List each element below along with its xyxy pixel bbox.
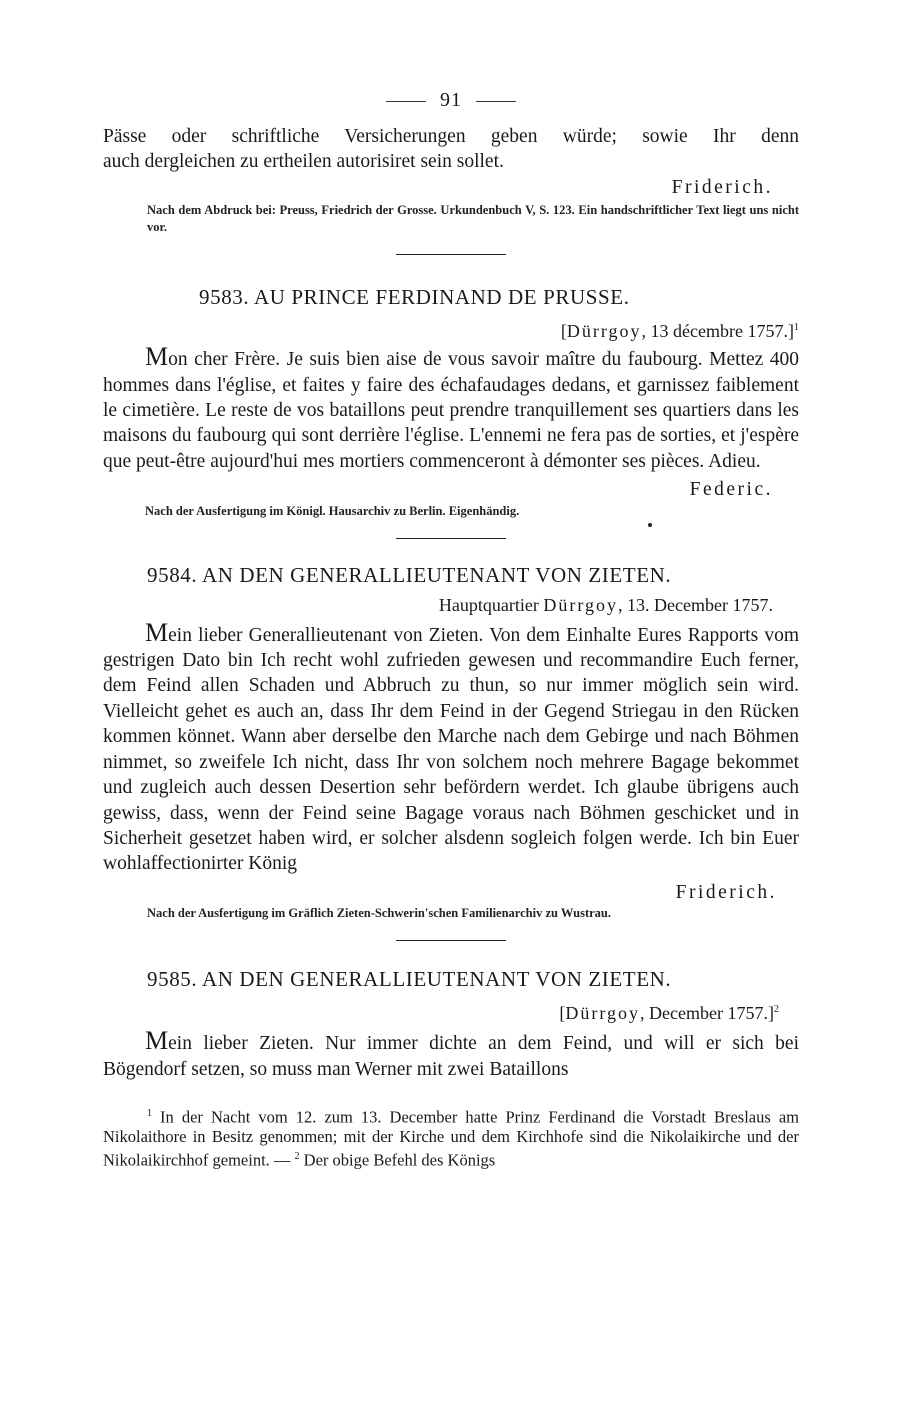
letter-heading: 9583. AU PRINCE FERDINAND DE PRUSSE. <box>199 285 630 310</box>
letter-body: Mein lieber Generallieutenant von Zieten. Von dem Einhalte Eures Rapports vom gestrigen Dato bin Ich recht wohl zufrieden gewesen und recommandire Euch ferner, dem Feind allen Schaden und Abbruch zu thun, so nur immer möglich sein wird. Vielleicht gehet es auch an, dass Ihr dem Feind in der Gegend Striegau in den Rücken kommen könnet. Wann aber derselbe den Marche nach dem Gebirge und nach Böhmen nimmet, so zweifele Ich nicht, dass Ihr von solchem noch mehrere Bagage bekommet und zugleich auch dessen Desertion sehr befördern werdet. Ich glaube übrigens auch gewiss, dass, wenn der Feind seine Bagage voraus nach Böhmen geschicket und in Sicherheit gesetzet haben wird, er solcher alsdenn sogleich folgen werde. Ich bin Euer wohlaffectionirter König <box>103 617 799 875</box>
page-number-dash-left <box>386 101 426 102</box>
section-divider <box>396 538 506 539</box>
initial-letter: M <box>145 1026 169 1056</box>
continuation-text <box>103 124 799 175</box>
footnote-marker: 1 <box>147 1107 152 1119</box>
letter-heading: 9585. AN DEN GENERALLIEUTENANT VON ZIETEN. <box>147 967 672 992</box>
footnote-marker: 2 <box>294 1151 300 1163</box>
letter-heading: 9584. AN DEN GENERALLIEUTENANT VON ZIETEN. <box>147 562 672 587</box>
section-divider <box>396 254 506 255</box>
source-note: Nach dem Abdruck bei: Preuss, Friedrich der Grosse. Urkundenbuch V, S. 123. Ein handschriftlicher Text liegt uns nicht vor. <box>147 203 799 235</box>
section-divider <box>396 940 506 941</box>
signature-friderich: Friderich. <box>671 176 773 198</box>
letter-date: [Dürrgoy, December 1757.]$^2$ <box>559 1003 779 1024</box>
place-name: Dürrgoy <box>565 1003 641 1024</box>
page-number-dash-right <box>476 101 516 102</box>
source-note: Nach der Ausfertigung im Gräflich Zieten-Schwerin'schen Familienarchiv zu Wustrau. <box>147 906 612 921</box>
letter-date: [Dürrgoy, 13 décembre 1757.]$^1$ <box>560 321 799 342</box>
footnote-marker: 1 <box>794 322 799 334</box>
page-number: 91 <box>103 82 799 118</box>
initial-letter: M <box>145 342 169 372</box>
footnote-marker: 2 <box>774 1004 779 1016</box>
text-line: Pässe oder schriftliche Versicherungen geben würde; sowie Ihr denn <box>103 126 799 147</box>
initial-letter: M <box>145 617 169 647</box>
place-name: Dürrgoy <box>566 321 642 342</box>
letter-body: Mon cher Frère. Je suis bien aise de vous savoir maître du faubourg. Mettez 400 hommes dans l'église, et faites y faire des échafaudages dedans, et garnissez faiblement le cimetière. Le reste de vos bataillons peut prendre tranquillement ses quartiers dans les maisons du faubourg qui sont derrière l'église. L'ennemi ne fera pas de sorties, et j'espère que peut-être aujourd'hui mes mortiers commenceront à démonter ses pièces. Adieu. <box>103 342 799 472</box>
footnotes: $^1$ In der Nacht vom 12. zum 13. December hatte Prinz Ferdinand die Vorstadt Breslaus am Nikolaithore in Besitz genommen; mit der Kirche und dem Kirchhofe sind die Nikolaikirche und der Nikolaikirchhof gemeint. — $^2$ Der obige Befehl des Königs <box>103 1107 799 1170</box>
ink-speck <box>648 523 652 527</box>
place-name: Dürrgoy <box>543 594 619 615</box>
letter-body: Mein lieber Zieten. Nur immer dichte an dem Feind, und will er sich bei Bögendorf setzen, so muss man Werner mit zwei Bataillons <box>103 1026 799 1080</box>
letter-date: Hauptquartier Dürrgoy, 13. December 1757. <box>438 594 773 615</box>
source-note: Nach der Ausfertigung im Königl. Hausarchiv zu Berlin. Eigenhändig. <box>145 503 520 518</box>
signature-friderich: Friderich. <box>675 881 777 903</box>
text-line: auch dergleichen zu ertheilen autorisiret sein sollet. <box>103 151 504 173</box>
signature-federic: Federic. <box>689 479 773 501</box>
book-page <box>103 82 799 1171</box>
